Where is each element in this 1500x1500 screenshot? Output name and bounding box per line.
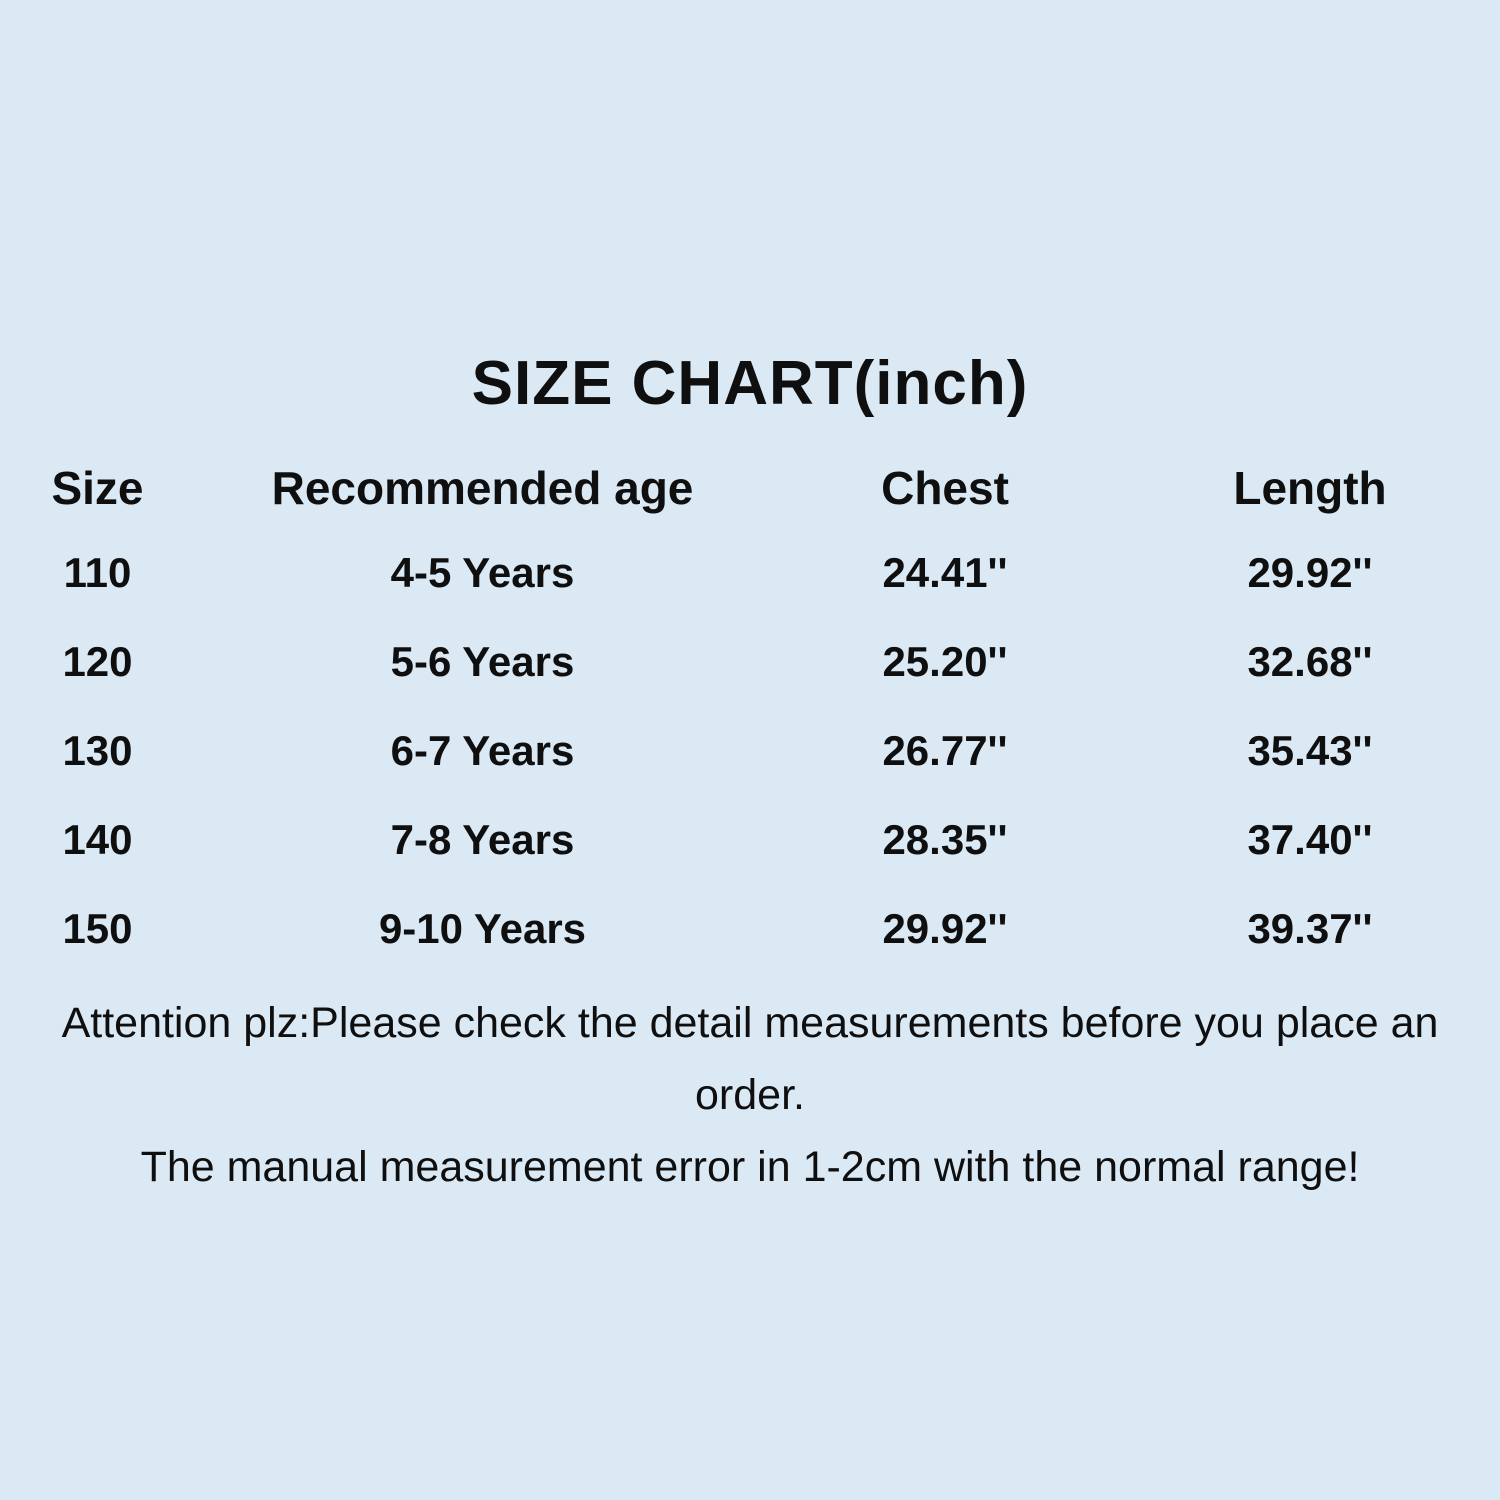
page-title: SIZE CHART(inch) (471, 349, 1029, 418)
table-cell-age: 9-10 Years (378, 904, 587, 952)
table-cell-age: 5-6 Years (390, 637, 575, 685)
notes-section (0, 987, 1500, 1203)
table-cell-length: 37.40'' (1247, 815, 1373, 863)
table-cell-length: 35.43'' (1247, 726, 1373, 774)
measurement-error-note: The manual measurement error in 1-2cm with the normal range! (140, 1143, 1360, 1191)
column-header-chest: Chest (881, 462, 1009, 514)
table-cell-size: 120 (62, 637, 133, 685)
table-cell-chest: 26.77'' (882, 726, 1008, 774)
column-header-length: Length (1233, 462, 1387, 514)
table-cell-size: 130 (62, 726, 133, 774)
table-cell-age: 7-8 Years (390, 815, 575, 863)
column-header-size: Size (51, 462, 144, 514)
table-cell-length: 39.37'' (1247, 904, 1373, 952)
column-header-recommended-age: Recommended age (271, 462, 694, 514)
table-cell-size: 140 (62, 815, 133, 863)
table-cell-age: 4-5 Years (390, 548, 575, 596)
table-cell-chest: 24.41'' (882, 548, 1008, 596)
table-cell-chest: 29.92'' (882, 904, 1008, 952)
attention-note: Attention plz:Please check the detail measurements before you place an order. (61, 999, 1439, 1119)
size-table (0, 448, 1500, 973)
table-cell-size: 110 (63, 548, 132, 596)
table-cell-length: 29.92'' (1247, 548, 1373, 596)
table-cell-chest: 25.20'' (882, 637, 1008, 685)
table-cell-length: 32.68'' (1247, 637, 1373, 685)
table-cell-age: 6-7 Years (390, 726, 575, 774)
table-cell-size: 150 (62, 904, 133, 952)
table-cell-chest: 28.35'' (882, 815, 1008, 863)
